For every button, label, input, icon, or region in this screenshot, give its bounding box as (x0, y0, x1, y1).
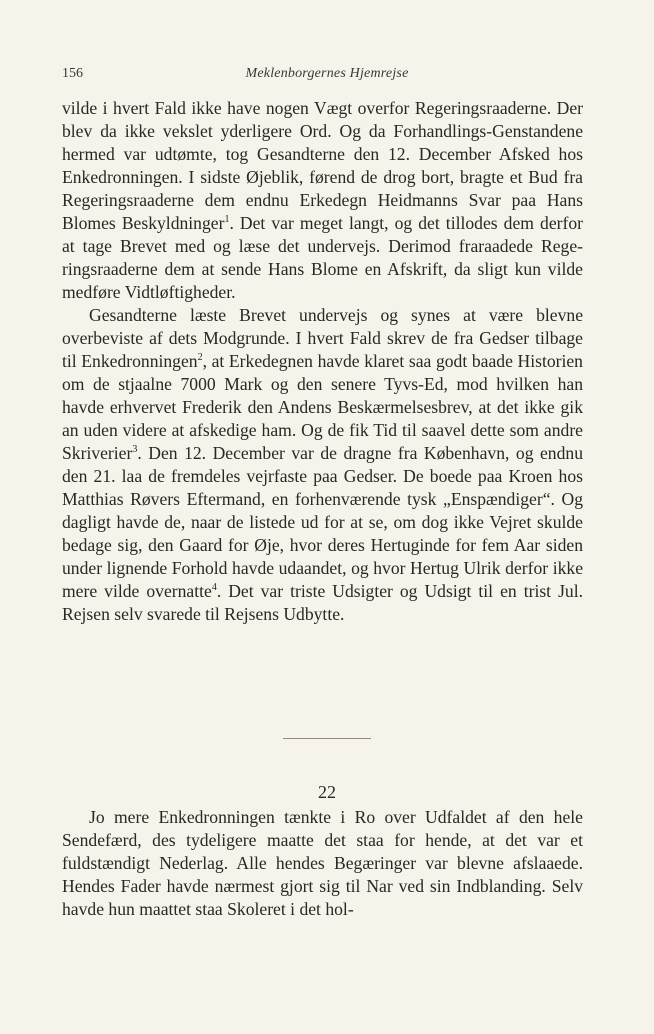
running-title: Meklenborgernes Hjemrejse (245, 66, 409, 81)
page-header (62, 64, 592, 84)
section-paragraph: Jo mere Enkedronningen tænkte i Ro over Udfaldet af den hele Sendefærd, des tydeligere maatte det staa for hende, at det var et fuldstændigt Nederlag. Alle hendes Begæringer var blevne afslaaede. Hendes Fader havde nærmest gjort sig til Nar ved sin Indblanding. Selv havde hun maattet staa Skoleret i det hol- (62, 807, 583, 919)
page-number: 156 (62, 66, 83, 81)
section-text (62, 806, 583, 921)
paragraph-text: , at Erkedegnen havde klaret saa godt baade Historien om de stjaalne 7000 Mark og den senere Tyvs-Ed, mod hvilken han havde erhvervet Frederik den Andens Beskærmelsesbrev, at det ikke gik an uden videre at afskedige ham. Og de fik Tid til saavel dette som andre Skriverier (62, 351, 583, 463)
section-number: 22 (318, 782, 336, 802)
footnote-marker-4[interactable]: 4 (211, 582, 217, 593)
paragraph-text: . Det var triste Udsigter og Udsigt til en trist Jul. Rejsen selv svarede til Rejsens Udbytte. (62, 581, 583, 624)
footnote-marker-3[interactable]: 3 (132, 444, 138, 455)
paragraph-text: vilde i hvert Fald ikke have nogen Vægt overfor Regeringsraaderne. Der blev da ikke vekslet yderligere Ord. Og da Forhandlings-Genstandene hermed var udtømte, tog Gesandterne den 12. December Afsked hos Enkedronningen. I sidste Øjeblik, førend de drog bort, bragte et Bud fra Regeringsraaderne dem endnu Erkedegn Heidmanns Svar paa Hans Blomes Beskyldninger (62, 98, 583, 233)
footnote-marker-1[interactable]: 1 (224, 214, 230, 225)
paragraph-text: . Det var meget langt, og det tillodes dem derfor at tage Brevet med og læse det undervejs. Derimod fraraadede Regeringsraaderne dem at sende Hans Blome en Afskrift, da sligt kun vilde medføre Vidtløftigheder. (62, 213, 584, 302)
footnote-marker-2[interactable]: 2 (197, 352, 203, 363)
section-divider (283, 738, 371, 739)
paragraph-1 (62, 97, 583, 304)
paragraph-2 (62, 304, 583, 626)
body-text (62, 97, 583, 626)
paragraph-text: . Den 12. December var de dragne fra København, og endnu den 21. laa de fremdeles vejrfaste paa Gedser. De boede paa Kroen hos Matthias Røvers Eftermand, en forhenværende tysk „Enspændiger“. Og dagligt havde de, naar de listede ud for at se, om dog ikke Vejret skulde bedage sig, den Gaard for Øje, hvor deres Hertuginde for fem Aar siden under lignende Forhold havde udaandet, og hvor Hertug Ulrik derfor ikke mere vilde overnatte (62, 443, 583, 601)
paragraph-text: Gesandterne læste Brevet undervejs og synes at være blevne overbeviste af dets Modgrunde. I hvert Fald skrev de fra Gedser tilbage til Enkedronningen (62, 305, 583, 371)
